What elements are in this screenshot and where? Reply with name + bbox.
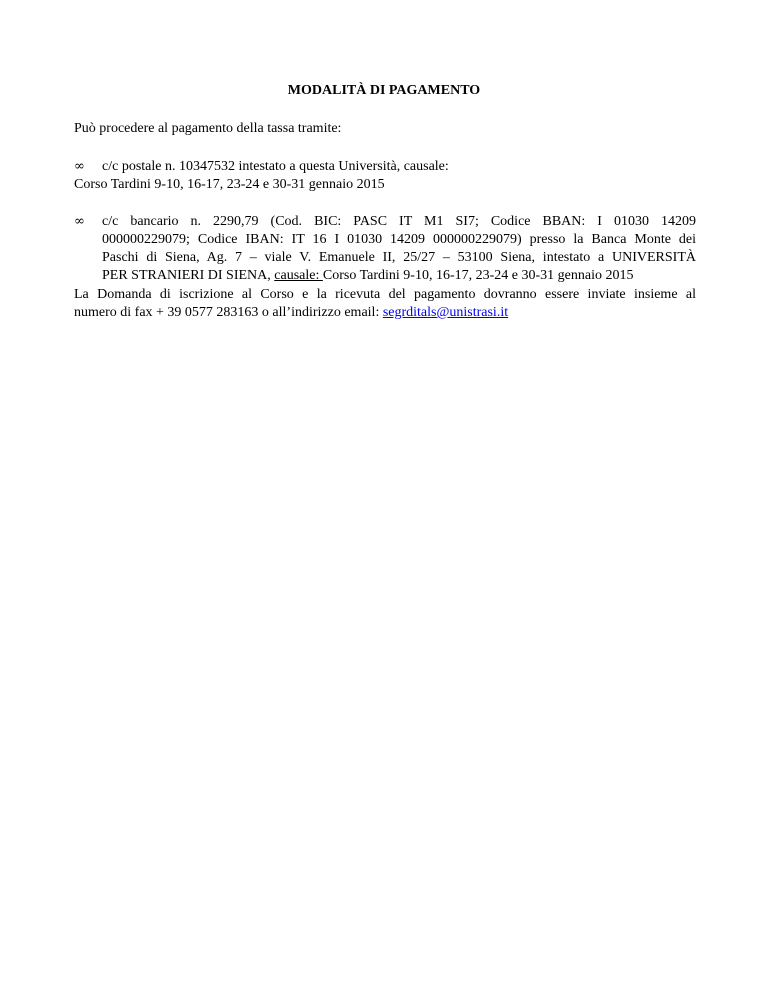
bank-line-4: [102, 267, 696, 285]
bank-line-4-prefix: PER STRANIERI DI SIENA,: [102, 268, 275, 283]
closing-line-2-prefix: numero di fax + 39 0577 283163 o all’indirizzo email:: [74, 305, 383, 320]
payment-option-bank: [74, 213, 696, 285]
bank-line-1: c/c bancario n. 2290,79 (Cod. BIC: PASC IT M1 SI7; Codice BBAN: I 01030 14209: [102, 214, 696, 229]
email-link[interactable]: segrditals@unistrasi.it: [382, 305, 509, 320]
bank-line-2: 000000229079; Codice IBAN: IT 16 I 01030 14209 000000229079) presso la Banca Monte dei: [102, 232, 696, 247]
page-title: MODALITÀ DI PAGAMENTO: [287, 83, 481, 98]
closing-line-1: La Domanda di iscrizione al Corso e la ricevuta del pagamento dovranno essere inviate insieme al: [74, 287, 696, 302]
bank-line-4-suffix: Corso Tardini 9-10, 16-17, 23-24 e 30-31 gennaio 2015: [322, 268, 634, 283]
closing-paragraph: [74, 286, 696, 322]
bullet-icon: ∞: [74, 159, 85, 174]
postal-account-text: c/c postale n. 10347532 intestato a questa Università, causale:: [102, 159, 449, 174]
intro-paragraph: Può procedere al pagamento della tassa tramite:: [74, 121, 342, 136]
postal-causale-text: Corso Tardini 9-10, 16-17, 23-24 e 30-31 gennaio 2015: [74, 177, 385, 192]
bullet-icon: ∞: [74, 214, 85, 229]
payment-option-postal: [74, 158, 696, 194]
closing-line-2: [74, 304, 696, 322]
bank-line-3: Paschi di Siena, Ag. 7 – viale V. Emanuele II, 25/27 – 53100 Siena, intestato a UNIVERSITÀ: [102, 250, 696, 265]
causale-label: causale:: [274, 268, 323, 283]
